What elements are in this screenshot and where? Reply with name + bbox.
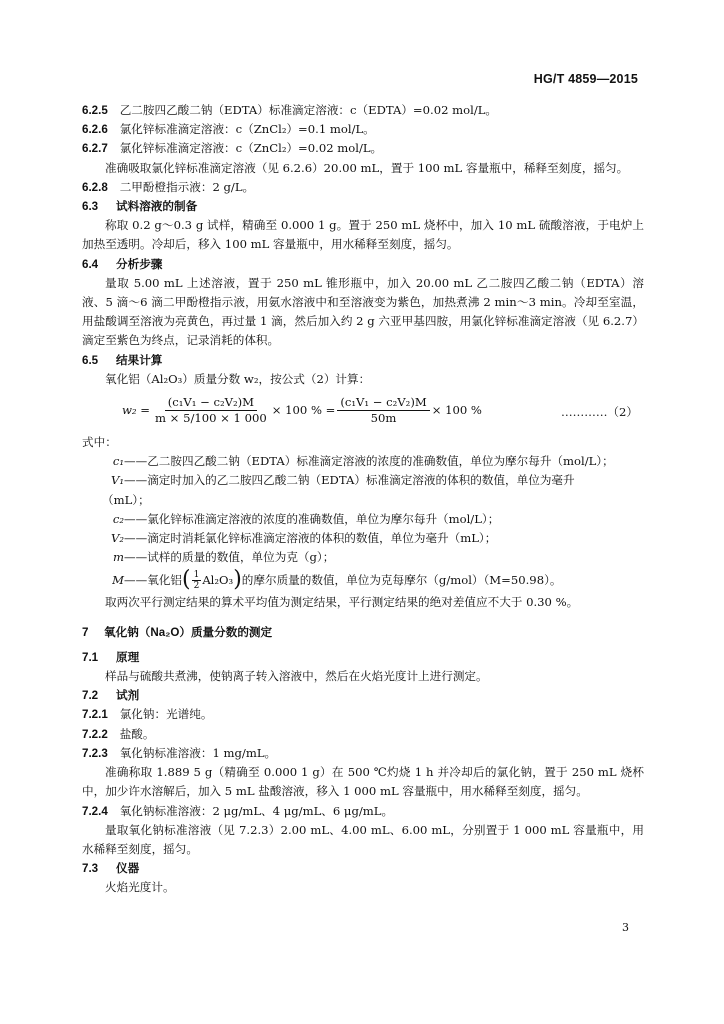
- left-paren: (: [181, 567, 191, 593]
- clause-7-2-1: [82, 705, 644, 724]
- page-number: 3: [622, 921, 629, 934]
- paragraph: 量取 5.00 mL 上述溶液，置于 250 mL 锥形瓶中，加入 20.00 mL 乙二胺四乙酸二钠（EDTA）溶液、5 滴～6 滴二甲酚橙指示液，用氨水溶液中和至溶液变为紫色，加热煮沸 2 min～3 min。冷却至室温，用盐酸调至溶液为亮黄色，再过量 1 滴，然后加入约 2 g 六亚甲基四胺，用氯化锌标准滴定溶液（见 6.2.7）滴定至紫色为终点，记录消耗的体积。: [82, 275, 644, 348]
- clause-7-2-2: [82, 725, 644, 744]
- clause-7-2-3: [82, 744, 644, 763]
- section-number: 7.3: [82, 862, 99, 876]
- variable-m: [82, 548, 644, 567]
- section-title: 结果计算: [116, 353, 163, 367]
- clause-number: 6.2.6: [82, 123, 108, 137]
- formula-expression: [122, 395, 482, 426]
- section-title: 试料溶液的制备: [116, 200, 198, 214]
- clause-text: 氧化钠标准溶液：1 mg/mL。: [119, 745, 277, 760]
- variable-definition: ——试样的质量的数值，单位为克（g）；: [124, 550, 335, 565]
- clause-text: 盐酸。: [119, 726, 155, 741]
- section-number: 6.5: [82, 353, 99, 367]
- variable-definition: ——乙二胺四乙酸二钠（EDTA）标准滴定溶液的浓度的准确数值，单位为摩尔每升（mol/L）；: [124, 454, 614, 469]
- clause-number: 6.2.5: [82, 104, 108, 117]
- section-6-4-heading: [82, 255, 644, 274]
- formula-lhs: w₂ =: [122, 402, 150, 417]
- section-6-3-heading: [82, 197, 644, 216]
- variable-symbol: c₂: [112, 511, 124, 526]
- clause-number: 7.2.2: [82, 727, 108, 741]
- half-fraction: [192, 570, 202, 591]
- section-6-5-heading: [82, 351, 644, 370]
- standard-code: HG/T 4859—2015: [533, 72, 638, 86]
- clause-6-2-8: [82, 178, 644, 197]
- clause-number: 7.2.3: [82, 746, 108, 760]
- formula-middle: × 100 % =: [271, 402, 336, 417]
- clause-text: 氯化锌标准滴定溶液：c（ZnCl₂）=0.1 mol/L。: [119, 122, 375, 137]
- document-body: [82, 101, 644, 898]
- variable-definition-prefix: ——氧化铝: [124, 572, 182, 587]
- section-title: 试剂: [116, 689, 140, 703]
- variable-V1-continued: （mL）；: [102, 492, 150, 507]
- fraction-denominator: 50m: [370, 411, 397, 426]
- paragraph: 取两次平行测定结果的算术平均值为测定结果，平行测定结果的绝对差值应不大于 0.30 %。: [105, 595, 579, 610]
- section-title: 原理: [116, 650, 140, 664]
- section-7-3-heading: [82, 859, 644, 878]
- paragraph: 火焰光度计。: [105, 880, 175, 895]
- paragraph: 准确称取 1.889 5 g（精确至 0.000 1 g）在 500 ℃灼烧 1 h 并冷却后的氯化钠，置于 250 mL 烧杯中，加少许水溶解后，加入 5 mL 盐酸溶液，移入 1 000 mL 容量瓶中，用水稀释至刻度，摇匀。: [82, 765, 644, 799]
- fraction-2: [337, 395, 429, 426]
- fraction-numerator: (c₁V₁ − c₂V₂)M: [165, 395, 257, 411]
- variable-c1: [82, 452, 644, 471]
- section-number: 7.2: [82, 689, 99, 703]
- formula-2: [82, 391, 644, 431]
- variable-symbol: M: [112, 572, 124, 587]
- clause-number: 6.2.7: [82, 142, 108, 156]
- clause-text: 氧化钠标准溶液：2 μg/mL、4 μg/mL、6 μg/mL。: [119, 803, 394, 818]
- where-label: 式中：: [82, 435, 117, 450]
- clause-6-2-6: [82, 120, 644, 139]
- half-denominator: 2: [193, 580, 200, 591]
- variable-c2: [82, 510, 644, 529]
- variable-symbol: m: [113, 550, 124, 565]
- clause-6-2-5: [82, 101, 644, 120]
- clause-number: 6.2.8: [82, 180, 108, 194]
- section-number: 6.4: [82, 257, 99, 271]
- equation-number: …………（2）: [561, 405, 638, 420]
- clause-text: 氯化锌标准滴定溶液：c（ZnCl₂）=0.02 mol/L。: [119, 141, 383, 156]
- paragraph: 量取氧化钠标准溶液（见 7.2.3）2.00 mL、4.00 mL、6.00 mL，分别置于 1 000 mL 容量瓶中，用水稀释至刻度，摇匀。: [82, 822, 644, 856]
- paragraph: 氧化铝（Al₂O₃）质量分数 w₂，按公式（2）计算：: [105, 371, 371, 386]
- fraction-denominator: m × 5/100 × 1 000: [154, 411, 267, 426]
- chemical-formula: Al₂O₃: [202, 572, 234, 587]
- variable-V2: [82, 529, 644, 548]
- paragraph: 称取 0.2 g～0.3 g 试样，精确至 0.000 1 g。置于 250 mL 烧杯中，加入 10 mL 硫酸溶液，于电炉上加热至透明。冷却后，移入 100 mL 容量瓶中，用水稀释至刻度，摇匀。: [82, 218, 644, 252]
- clause-number: 7.2.1: [82, 708, 108, 722]
- variable-symbol: V₁: [110, 473, 124, 488]
- variable-V1: [82, 471, 644, 490]
- section-7-1-heading: [82, 648, 644, 667]
- variable-definition: ——氯化锌标准滴定溶液的浓度的准确数值，单位为摩尔每升（mol/L）；: [124, 511, 500, 526]
- clause-text: 二甲酚橙指示液：2 g/L。: [119, 179, 255, 194]
- section-title: 仪器: [116, 862, 140, 876]
- variable-symbol: V₂: [110, 531, 124, 546]
- variable-definition: ——滴定时消耗氯化锌标准滴定溶液的体积的数值，单位为毫升（mL）；: [124, 531, 497, 546]
- section-7-heading: [82, 623, 644, 642]
- fraction-numerator: (c₁V₁ − c₂V₂)M: [337, 395, 429, 411]
- section-number: 6.3: [82, 200, 99, 214]
- clause-number: 7.2.4: [82, 804, 108, 818]
- paragraph: 准确吸取氯化锌标准滴定溶液（见 6.2.6）20.00 mL，置于 100 mL 容量瓶中，稀释至刻度，摇匀。: [105, 160, 629, 175]
- paragraph: 样品与硫酸共煮沸，使钠离子转入溶液中，然后在火焰光度计上进行测定。: [105, 669, 488, 684]
- molar-formula: [182, 569, 242, 591]
- clause-text: 乙二胺四乙酸二钠（EDTA）标准滴定溶液：c（EDTA）=0.02 mol/L。: [119, 103, 498, 117]
- section-title: 分析步骤: [116, 257, 163, 271]
- clause-text: 氯化钠：光谱纯。: [119, 707, 213, 722]
- clause-6-2-7: [82, 139, 644, 158]
- fraction-1: [152, 395, 270, 426]
- section-number: 7.1: [82, 650, 99, 664]
- right-paren: ): [233, 567, 242, 593]
- section-title: 氧化钠（Na₂O）质量分数的测定: [104, 625, 273, 639]
- variable-definition: ——滴定时加入的乙二胺四乙酸二钠（EDTA）标准滴定溶液的体积的数值，单位为毫升: [124, 473, 575, 488]
- section-number: 7: [82, 625, 89, 639]
- variable-M: [82, 567, 644, 593]
- variable-definition-suffix: 的摩尔质量的数值，单位为克每摩尔（g/mol）（M=50.98）。: [241, 572, 562, 587]
- clause-7-2-4: [82, 802, 644, 821]
- formula-tail: × 100 %: [431, 402, 482, 417]
- half-numerator: 1: [193, 569, 200, 580]
- section-7-2-heading: [82, 686, 644, 705]
- variable-symbol: c₁: [112, 454, 124, 469]
